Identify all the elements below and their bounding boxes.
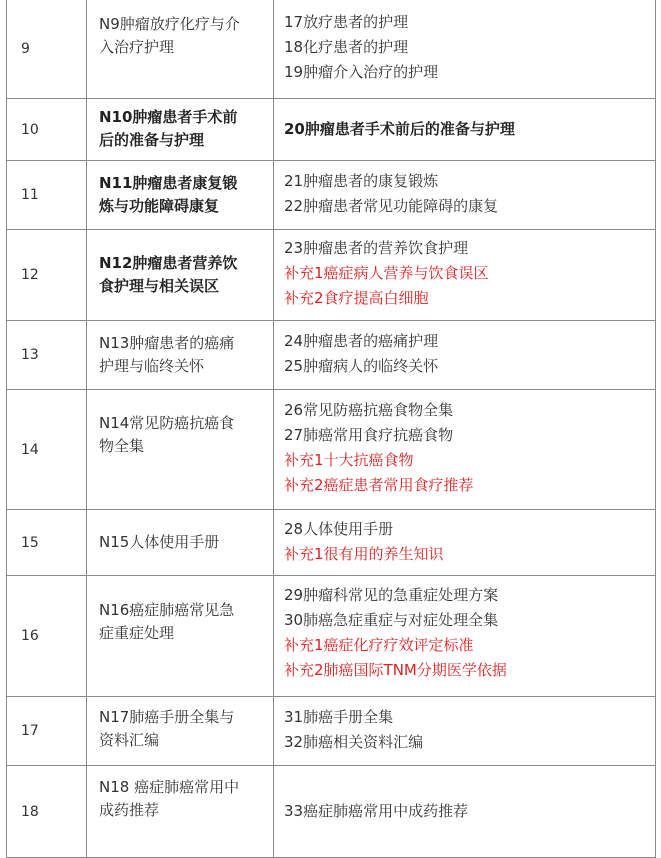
category-line: 入治疗护理 [99, 38, 175, 56]
category-line: N13肿瘤患者的癌痛 [99, 334, 235, 352]
list-item: 31肺癌手册全集 [284, 708, 394, 726]
category-line: 症重症处理 [99, 624, 175, 642]
table-row [7, 230, 656, 321]
supplement-item: 补充1十大抗癌食物 [284, 451, 414, 469]
category-cell [87, 576, 274, 697]
row-number: 16 [7, 576, 87, 697]
category-line: N10肿瘤患者手术前 [99, 108, 238, 126]
category-cell [87, 230, 274, 321]
list-item: 22肿瘤患者常见功能障碍的康复 [284, 197, 499, 215]
table-row [7, 510, 656, 576]
list-item: 30肺癌急症重症与对症处理全集 [284, 611, 499, 629]
list-item: 20肿瘤患者手术前后的准备与护理 [284, 120, 515, 138]
list-item: 23肿瘤患者的营养饮食护理 [284, 239, 469, 257]
category-line: 资料汇编 [99, 731, 160, 749]
items-cell [274, 0, 656, 99]
list-item: 18化疗患者的护理 [284, 38, 409, 56]
items-cell [274, 766, 656, 858]
row-number: 15 [7, 510, 87, 576]
category-cell [87, 0, 274, 99]
category-line: N16癌症肺癌常见急 [99, 601, 235, 619]
table-row [7, 576, 656, 697]
items-cell [274, 230, 656, 321]
list-item: 17放疗患者的护理 [284, 13, 409, 31]
category-cell [87, 321, 274, 390]
list-item: 21肿瘤患者的康复锻炼 [284, 172, 439, 190]
supplement-item: 补充1癌症病人营养与饮食误区 [284, 264, 489, 282]
category-line: N18 癌症肺癌常用中 [99, 778, 240, 796]
items-cell [274, 697, 656, 766]
course-table [6, 0, 656, 858]
category-line: 炼与功能障碍康复 [99, 197, 220, 215]
category-cell [87, 99, 274, 161]
category-line: N12肿瘤患者营养饮 [99, 254, 238, 272]
row-number: 10 [7, 99, 87, 161]
list-item: 29肿瘤科常见的急重症处理方案 [284, 586, 499, 604]
items-cell [274, 321, 656, 390]
items-cell [274, 510, 656, 576]
row-number: 12 [7, 230, 87, 321]
category-line: N9肿瘤放疗化疗与介 [99, 15, 240, 33]
table-row [7, 697, 656, 766]
list-item: 19肿瘤介入治疗的护理 [284, 63, 439, 81]
list-item: 28人体使用手册 [284, 520, 394, 538]
category-cell [87, 390, 274, 510]
category-cell [87, 161, 274, 230]
list-item: 33癌症肺癌常用中成药推荐 [284, 802, 469, 820]
supplement-item: 补充2食疗提高白细胞 [284, 289, 429, 307]
category-line: N17肺癌手册全集与 [99, 708, 235, 726]
table-row [7, 0, 656, 99]
table-row [7, 161, 656, 230]
table-row [7, 321, 656, 390]
category-line: N15人体使用手册 [99, 533, 220, 551]
category-line: N14常见防癌抗癌食 [99, 414, 235, 432]
category-cell [87, 697, 274, 766]
table-row [7, 390, 656, 510]
supplement-item: 补充2肺癌国际TNM分期医学依据 [284, 661, 507, 679]
supplement-item: 补充1癌症化疗疗效评定标准 [284, 636, 474, 654]
category-line: 后的准备与护理 [99, 131, 205, 149]
items-cell [274, 390, 656, 510]
row-number: 17 [7, 697, 87, 766]
category-line: 物全集 [99, 437, 145, 455]
row-number: 14 [7, 390, 87, 510]
category-cell [87, 766, 274, 858]
items-cell [274, 576, 656, 697]
row-number: 9 [7, 0, 87, 99]
row-number: 11 [7, 161, 87, 230]
list-item: 26常见防癌抗癌食物全集 [284, 401, 454, 419]
list-item: 32肺癌相关资料汇编 [284, 733, 424, 751]
category-line: 成药推荐 [99, 801, 160, 819]
category-line: 食护理与相关误区 [99, 277, 220, 295]
row-number: 13 [7, 321, 87, 390]
row-number: 18 [7, 766, 87, 858]
table-row [7, 766, 656, 858]
items-cell [274, 161, 656, 230]
category-cell [87, 510, 274, 576]
category-line: N11肿瘤患者康复锻 [99, 174, 238, 192]
list-item: 25肿瘤病人的临终关怀 [284, 357, 439, 375]
category-line: 护理与临终关怀 [99, 357, 205, 375]
table-row [7, 99, 656, 161]
list-item: 24肿瘤患者的癌痛护理 [284, 332, 439, 350]
supplement-item: 补充2癌症患者常用食疗推荐 [284, 476, 474, 494]
supplement-item: 补充1很有用的养生知识 [284, 545, 444, 563]
items-cell [274, 99, 656, 161]
list-item: 27肺癌常用食疗抗癌食物 [284, 426, 454, 444]
